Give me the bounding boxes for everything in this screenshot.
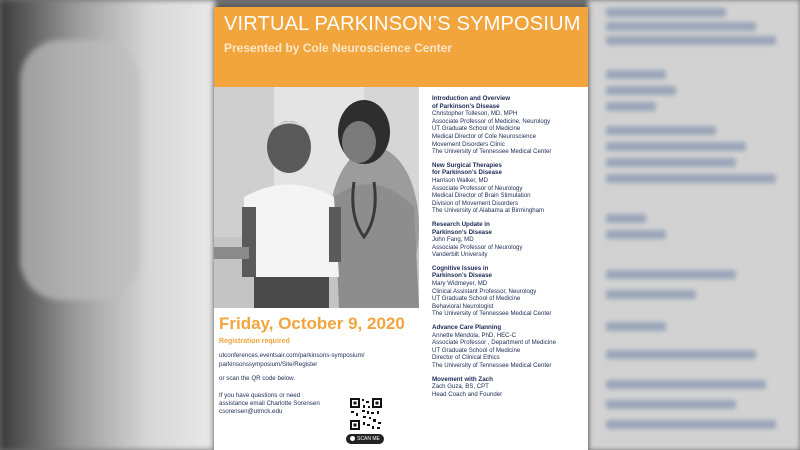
session-speaker-detail: The University of Tennessee Medical Center: [432, 310, 552, 318]
session-speaker-detail: Associate Professor , Department of Medicine: [432, 339, 556, 347]
session-title: Parkinson’s Disease: [432, 272, 492, 280]
session-title: Movement with Zach: [432, 375, 493, 383]
qr-code[interactable]: [349, 397, 383, 431]
session-speaker-detail: UT Graduate School of Medicine: [432, 346, 521, 354]
blurred-left-panel: [0, 0, 215, 450]
session-item: [432, 221, 584, 259]
session-title: Advance Care Planning: [432, 324, 502, 332]
photo-illustration: [214, 87, 419, 308]
session-item: [432, 95, 584, 156]
session-speaker-detail: UT Graduate School of Medicine: [432, 295, 521, 303]
session-title: Parkinson’s Disease: [432, 228, 492, 236]
session-speaker-detail: Christopher Tolleson, MD, MPH: [432, 110, 518, 118]
session-speaker-detail: Head Coach and Founder: [432, 390, 503, 398]
session-title: Cognitive Issues in: [432, 264, 489, 272]
registration-url-line-1: utconferences.eventsair.com/parkinsons-symposium/: [219, 352, 365, 359]
session-item: [432, 324, 584, 370]
flyer-subtitle: Presented by Cole Neuroscience Center: [224, 41, 453, 55]
scan-instruction: or scan the QR code below.: [219, 375, 296, 382]
session-list: [432, 95, 584, 404]
title-banner: [214, 7, 588, 87]
session-speaker-detail: Behavioral Neurologist: [432, 302, 494, 310]
registration-url[interactable]: [219, 352, 409, 369]
symposium-flyer: [214, 7, 588, 450]
session-title: of Parkinson’s Disease: [432, 102, 500, 110]
session-speaker-detail: Medical Director of Cole Neuroscience: [432, 132, 536, 140]
blurred-photo-shape: [20, 40, 140, 300]
qr-code-icon: [349, 397, 383, 431]
session-speaker-detail: Zach Guza, BS, CPT: [432, 383, 489, 391]
scan-icon: [350, 436, 355, 441]
caregiver-photo: [214, 87, 419, 308]
scan-me-label: [346, 434, 384, 444]
contact-info: [219, 392, 339, 416]
session-speaker-detail: Medical Director of Brain Stimulation: [432, 192, 531, 200]
session-item: [432, 376, 584, 399]
session-title: Introduction and Overview: [432, 95, 511, 102]
session-speaker-detail: The University of Alabama at Birmingham: [432, 207, 545, 215]
session-speaker-detail: Associate Professor of Medicine, Neurology: [432, 117, 551, 125]
blurred-right-panel: [588, 0, 800, 450]
session-item: [432, 265, 584, 318]
session-speaker-detail: John Fang, MD: [432, 236, 474, 244]
session-speaker-detail: The University of Tennessee Medical Center: [432, 148, 552, 156]
session-speaker-detail: Vanderbilt University: [432, 251, 488, 259]
flyer-title: VIRTUAL PARKINSON’S SYMPOSIUM: [224, 13, 581, 35]
session-speaker-detail: Associate Professor of Neurology: [432, 243, 523, 251]
session-speaker-detail: Division of Movement Disorders: [432, 199, 519, 207]
session-speaker-detail: Director of Clinical Ethics: [432, 354, 500, 362]
session-speaker-detail: The University of Tennessee Medical Center: [432, 362, 552, 369]
session-title: Research Update in: [432, 220, 490, 228]
session-speaker-detail: Associate Professor of Neurology: [432, 184, 523, 192]
session-item: [432, 162, 584, 215]
session-title: New Surgical Therapies: [432, 161, 502, 169]
event-date: Friday, October 9, 2020: [219, 314, 405, 333]
registration-url-line-2: parkinsonssymposium/Site/Register: [219, 360, 318, 368]
session-speaker-detail: Harrison Walker, MD: [432, 176, 488, 184]
session-speaker-detail: Mary Widmeyer, MD: [432, 280, 488, 288]
registration-note: Registration required: [219, 338, 290, 345]
session-speaker-detail: UT Graduate School of Medicine: [432, 125, 521, 133]
contact-email[interactable]: csorensen@utmck.edu: [219, 408, 283, 415]
session-speaker-detail: Movement Disorders Clinic: [432, 140, 505, 148]
session-title: for Parkinson’s Disease: [432, 169, 502, 177]
session-speaker-detail: Clinical Assistant Professor, Neurology: [432, 287, 537, 295]
scan-me-text: SCAN ME: [357, 436, 380, 442]
contact-line-1: If you have questions or need: [219, 392, 301, 399]
session-speaker-detail: Annette Mendola, PhD, HEC-C: [432, 331, 516, 339]
contact-line-2: assistance email Charlotte Sorensen: [219, 400, 320, 407]
